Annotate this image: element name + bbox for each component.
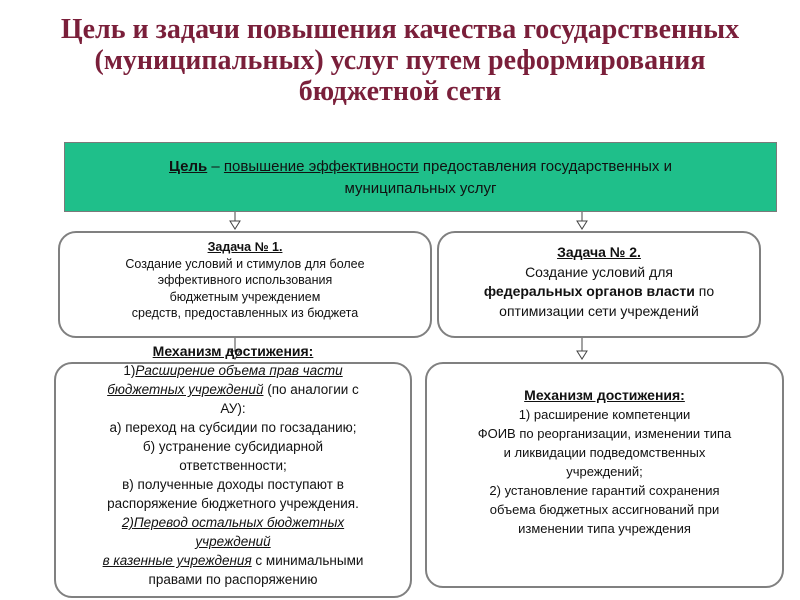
m1-p2-prefix: 2) [121, 515, 134, 530]
task2-box [437, 231, 761, 338]
task2-line-1: Создание условий для [525, 263, 673, 280]
title-line-3: бюджетной сети [298, 76, 502, 107]
m1-p1-link2: бюджетных учреждений [107, 382, 264, 397]
mechanism2-heading: Механизм достижения: [524, 387, 685, 403]
goal-underlined: повышение эффективности [223, 158, 419, 175]
mechanism1-box [54, 343, 412, 598]
m2-line-3: и ликвидации подведомственных [503, 445, 706, 460]
m1-a: а) переход на субсидии по госзаданию; [109, 420, 357, 435]
goal-label: Цель [169, 158, 208, 175]
task2-after-bold: по [694, 283, 715, 299]
task1-line-4: средств, предоставленных из бюджета [131, 306, 359, 320]
m2-line-1: 1) расширение компетенции [518, 407, 691, 422]
m1-p2-rest: с минимальными [251, 553, 364, 568]
m2-line-4: учреждений; [566, 464, 643, 479]
task1-line-1: Создание условий и стимулов для более [125, 256, 365, 271]
m1-p1-prefix: 1) [123, 363, 136, 378]
m1-p1-link: Расширение объема прав части [135, 363, 343, 378]
m1-p2-link3: в казенные учреждения [102, 553, 252, 568]
m2-line-7: изменении типа учреждения [518, 521, 691, 536]
m2-line-2: ФОИВ по реорганизации, изменении типа [477, 426, 732, 441]
goal-line-2: муниципальных услуг [344, 180, 497, 197]
task2-bold: федеральных органов власти [483, 283, 695, 299]
mechanism2-box [425, 362, 784, 588]
goal-box [64, 142, 777, 212]
m1-c1: в) полученные доходы поступают в [122, 477, 344, 492]
m1-b2: ответственности; [179, 458, 287, 473]
task1-heading: Задача № 1. [207, 240, 283, 254]
task2-line-3: оптимизации сети учреждений [499, 302, 699, 319]
goal-rest: предоставления государственных и [418, 158, 672, 175]
m1-p2-link: Перевод остальных бюджетных [133, 515, 345, 530]
m1-p1-line3: АУ): [220, 401, 246, 416]
task1-line-2: эффективного использования [157, 273, 333, 287]
m1-p2-line5: правами по распоряжению [148, 572, 318, 587]
m2-line-5: 2) установление гарантий сохранения [489, 483, 720, 498]
m1-b1: б) устранение субсидиарной [142, 439, 324, 454]
title-line-1: Цель и задачи повышения качества государственных [60, 14, 740, 45]
arrow-goal-to-task2 [575, 212, 589, 231]
arrow-task2-to-mech2 [575, 338, 589, 362]
mechanism1-heading: Механизм достижения: [152, 343, 314, 359]
arrow-goal-to-task1 [228, 212, 242, 231]
task1-line-3: бюджетным учреждением [169, 289, 321, 304]
task2-heading: Задача № 2. [557, 244, 641, 260]
m1-p2-link2: учреждений [195, 534, 271, 549]
m2-line-6: объема бюджетных ассигнований при [489, 502, 720, 517]
task1-box [58, 231, 432, 338]
m1-p1-rest: (по аналогии с [263, 382, 359, 397]
goal-dash: – [207, 158, 224, 175]
page-title [0, 14, 800, 107]
title-line-2: (муниципальных) услуг путем реформирования [94, 45, 706, 76]
m1-c2: распоряжение бюджетного учреждения. [107, 496, 359, 511]
